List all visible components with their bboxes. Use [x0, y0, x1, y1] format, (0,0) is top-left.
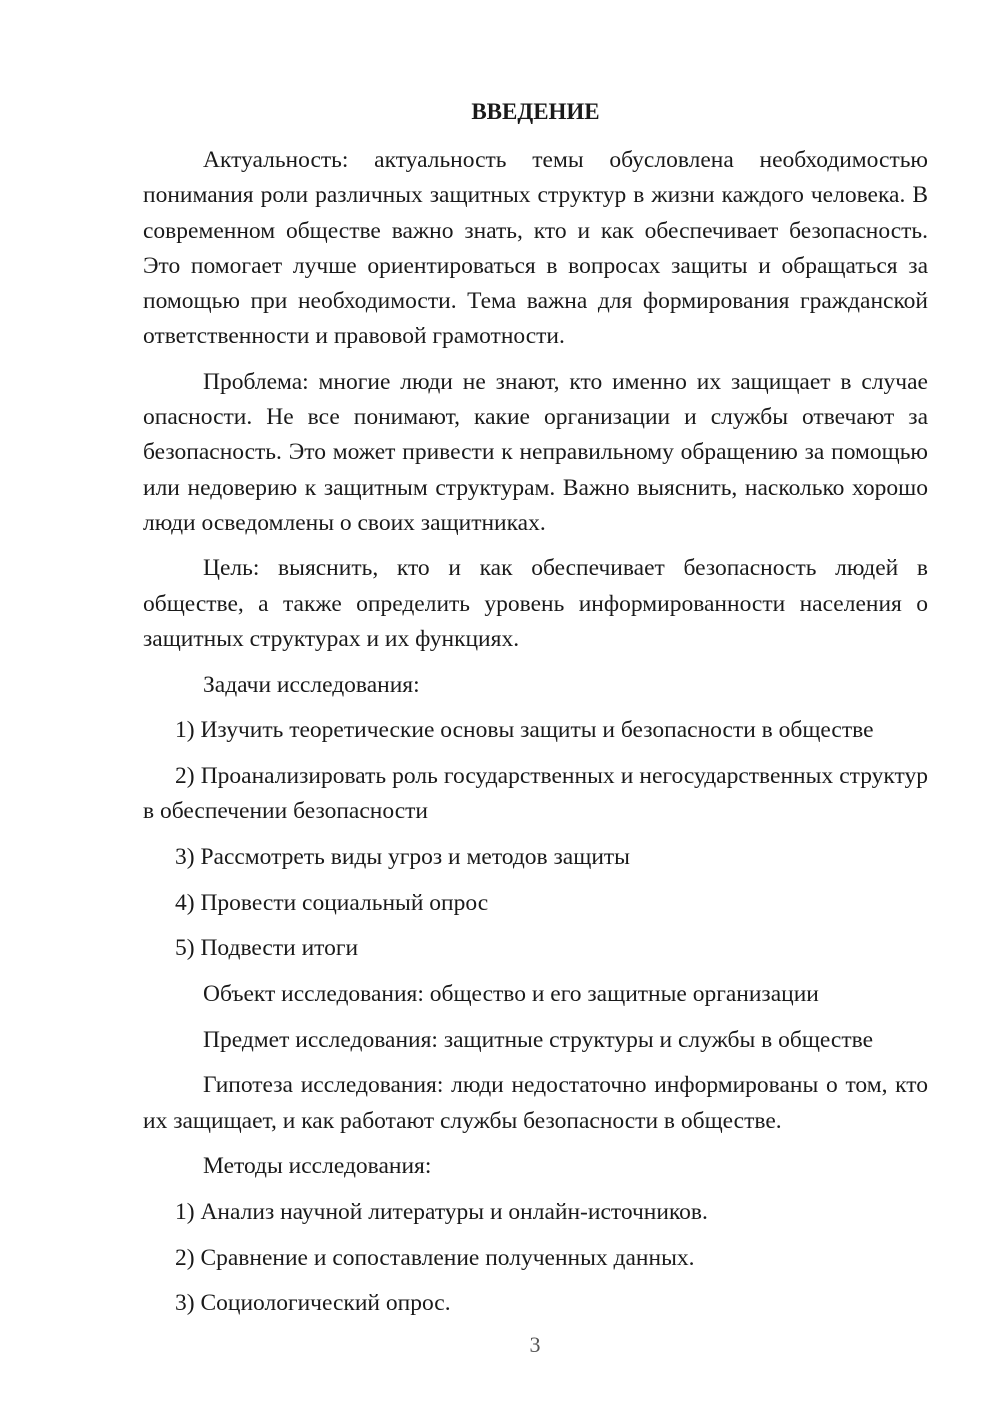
paragraph-hypothesis: Гипотеза исследования: люди недостаточно информированы о том, кто их защищает, и как работают службы безопасности в обществе.: [143, 1072, 928, 1134]
document-body: [143, 94, 928, 1332]
task-item: 4) Провести социальный опрос: [175, 889, 489, 916]
method-item: 3) Социологический опрос.: [175, 1290, 451, 1317]
paragraph-goal: Цель: выяснить, кто и как обеспечивает безопасность людей в обществе, а также определить уровень информированности населения о защитных структурах и их функциях.: [143, 555, 928, 652]
task-item: 2) Проанализировать роль государственных и негосударственных структур в обеспечении безопасности: [143, 762, 928, 825]
method-item: 2) Сравнение и сопоставление полученных данных.: [175, 1244, 695, 1271]
paragraph-subject: Предмет исследования: защитные структуры и службы в обществе: [203, 1026, 874, 1053]
paragraph-relevance: Актуальность: актуальность темы обусловлена необходимостью понимания роли различных защитных структур в жизни каждого человека. В современном обществе важно знать, кто и как обеспечивает безопасность. Это помогает лучше ориентироваться в вопросах защиты и обращаться за помощью при необходимости. Тема важна для формирования гражданской ответственности и правовой грамотности.: [143, 147, 928, 350]
section-heading: ВВЕДЕНИЕ: [471, 99, 600, 124]
paragraph-problem: Проблема: многие люди не знают, кто именно их защищает в случае опасности. Не все понимают, какие организации и службы отвечают за безопасность. Это может привести к неправильному обращению за помощью или недоверию к защитным структурам. Важно выяснить, насколько хорошо люди осведомлены о своих защитниках.: [143, 368, 928, 536]
task-item: 1) Изучить теоретические основы защиты и безопасности в обществе: [175, 717, 874, 744]
tasks-title: Задачи исследования:: [203, 671, 420, 698]
page-number: 3: [529, 1332, 541, 1357]
task-item: 3) Рассмотреть виды угроз и методов защиты: [175, 843, 630, 870]
methods-title: Методы исследования:: [203, 1153, 432, 1180]
task-item: 5) Подвести итоги: [175, 935, 359, 962]
paragraph-object: Объект исследования: общество и его защитные организации: [203, 980, 819, 1007]
method-item: 1) Анализ научной литературы и онлайн-источников.: [175, 1198, 708, 1225]
